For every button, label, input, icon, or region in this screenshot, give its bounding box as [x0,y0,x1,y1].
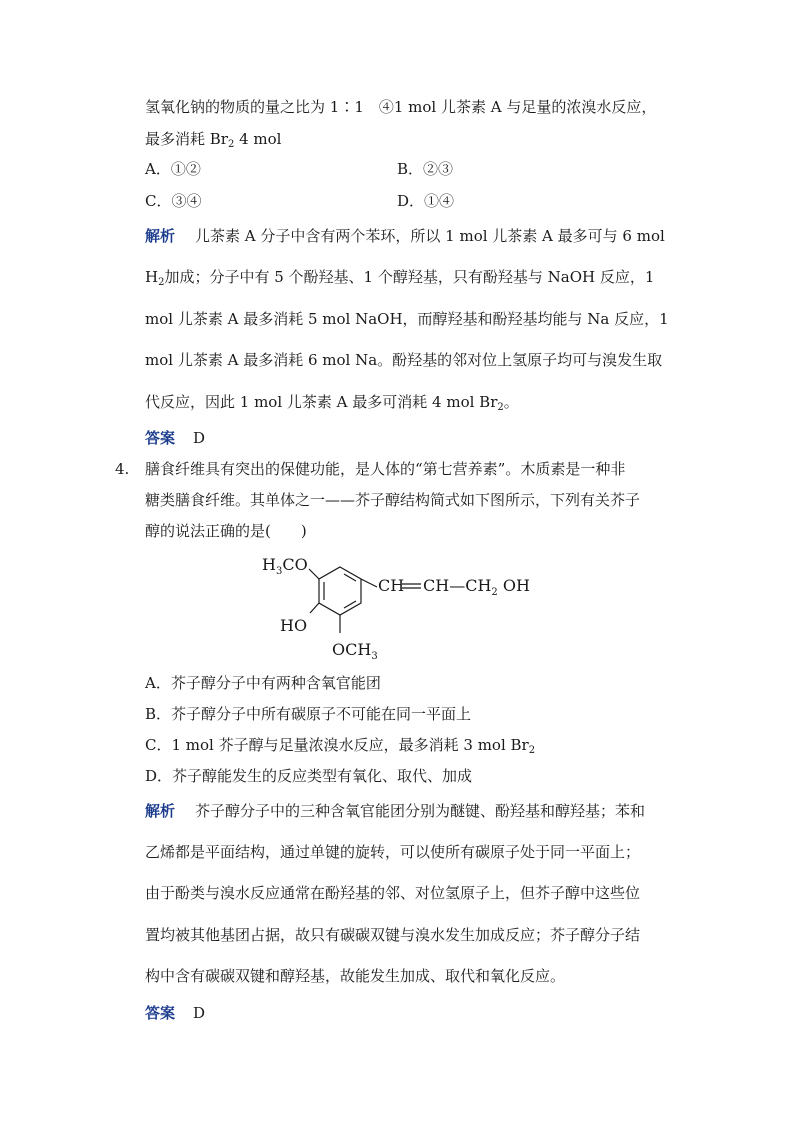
q3-option-a: A．①② [145,160,201,178]
q3-option-b: B．②③ [397,160,454,178]
q4-stem-line-2: 糖类膳食纤维。其单体之一——芥子醇结构简式如下图所示，下列有关芥子 [145,491,641,509]
q4-answer [145,1003,205,1023]
benzene-ring [319,567,361,615]
q3-analysis-line-3: mol 儿茶素 A 最多消耗 5 mol NaOH，而醇羟基和酚羟基均能与 Na 反应，1 [145,310,669,328]
q3-answer-label: 答案 [145,429,176,447]
q3-analysis-line-4: mol 儿茶素 A 最多消耗 6 mol Na。酚羟基的邻对位上氢原子均可与溴发生取 [145,351,663,369]
ch-ch2-oh-label: $CH—CH_2$ OH [423,576,530,598]
q4-analysis-line-3: 由于酚类与溴水反应通常在酚羟基的邻、对位氢原子上，但芥子醇中这些位 [145,884,641,902]
q3-analysis-label: 解析 [145,227,176,245]
q4-analysis-line-2: 乙烯都是平面结构，通过单键的旋转，可以使所有碳原子处于同一平面上； [145,843,641,861]
bond-ho [310,603,319,613]
h3co-label: $H_3CO$ [262,555,308,577]
q4-analysis-line-5: 构中含有碳碳双键和醇羟基，故能发生加成、取代和氧化反应。 [145,967,566,985]
ho-label: HO [280,616,308,635]
q4-analysis-line-4: 置均被其他基团占据，故只有碳碳双键与溴水发生加成反应；芥子醇分子结 [145,926,641,944]
q3-continuation-line-2: 最多消耗 $Br_2$ 4 mol [145,130,282,150]
q4-answer-value: D [193,1004,206,1022]
q4-analysis-label: 解析 [145,802,176,820]
q4-option-d: D．芥子醇能发生的反应类型有氧化、取代、加成 [145,767,473,785]
och3-label: $OCH_3$ [332,640,378,662]
q4-option-c: C．1 mol 芥子醇与足量浓溴水反应，最多消耗 3 mol $Br_2$ [145,736,536,756]
q3-answer [145,428,205,448]
q4-number: 4. [115,460,130,478]
bond-h3co [309,569,319,579]
q3-option-c: C．③④ [145,192,202,210]
q4-analysis-line-1: 解析 芥子醇分子中的三种含氧官能团分别为醚键、酚羟基和醇羟基；苯和 [145,802,646,820]
q4-stem-line-3: 醇的说法正确的是( ) [145,522,307,540]
q3-continuation-line-1: 氢氧化钠的物质的量之比为 1∶1 ④1 mol 儿茶素 A 与足量的浓溴水反应， [145,98,657,116]
q4-stem-line-1: 膳食纤维具有突出的保健功能，是人体的“第七营养素”。木质素是一种非 [145,460,626,478]
q3-analysis-line-5: 代反应，因此 1 mol 儿茶素 A 最多可消耗 4 mol $Br_2$。 [145,393,519,413]
sinapyl-alcohol-structure [255,547,545,663]
ch-label: CH [378,576,405,595]
q4-option-b: B．芥子醇分子中所有碳原子不可能在同一平面上 [145,705,472,723]
q3-answer-value: D [193,429,206,447]
q3-option-d: D．①④ [397,192,455,210]
q4-option-a: A．芥子醇分子中有两种含氧官能团 [145,674,381,692]
q3-analysis-line-1: 解析 儿茶素 A 分子中含有两个苯环，所以 1 mol 儿茶素 A 最多可与 6 mol [145,227,665,245]
bond-side-chain [361,579,377,587]
q3-analysis-line-2: $H_2$加成；分子中有 5 个酚羟基、1 个醇羟基，只有酚羟基与 NaOH 反应，1 [145,268,655,288]
q4-answer-label: 答案 [145,1004,176,1022]
